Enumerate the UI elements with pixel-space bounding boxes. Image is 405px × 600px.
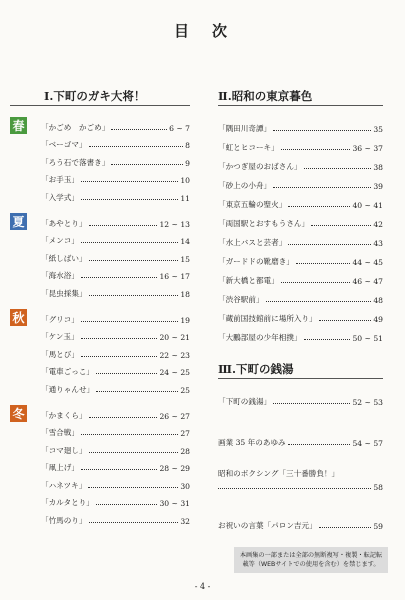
leader-dots [88,487,178,488]
leader-dots [273,403,350,404]
toc-entry[interactable] [218,248,383,267]
entry-page: 27 [180,429,190,439]
toc-entry[interactable] [218,324,383,343]
leader-dots [81,321,179,322]
toc-entry[interactable] [41,115,190,133]
toc-entry[interactable] [41,438,190,456]
season-group [10,211,190,299]
entry-title: 画業 35 年のあゆみ [218,438,286,447]
leader-dots [81,181,178,182]
leader-dots [81,356,158,357]
entry-title: 「砂上の小舟」 [218,181,272,190]
toc-entry[interactable] [41,473,190,491]
entry-title: 「あやとり」 [41,218,87,228]
season-group [10,307,190,395]
toc-entry[interactable] [41,246,190,264]
entry-title: 「メンコ」 [41,236,79,246]
entry-title: 「水上バスと芸者」 [218,238,287,247]
entry-page: 35 [373,125,383,134]
leader-dots [89,522,179,523]
entry-page: 58 [373,483,383,492]
leader-dots [89,417,158,418]
toc-entry[interactable] [218,134,383,153]
entry-list [41,115,190,203]
leader-dots [96,504,158,505]
leader-dots [96,373,157,374]
entry-page: 18 [180,289,190,299]
leader-dots [218,488,371,489]
entry-page: 59 [373,522,383,531]
toc-entry[interactable] [41,150,190,168]
entry-page: 16 ~ 17 [159,272,190,282]
leader-dots [89,225,158,226]
entry-page: 15 [180,254,190,264]
entry-page: 28 [180,446,190,456]
leader-dots [81,338,158,339]
entry-page: 49 [373,315,383,324]
toc-entry[interactable] [41,133,190,151]
entry-page: 39 [373,182,383,191]
entry-page: 24 ~ 25 [159,368,190,378]
season-group [10,115,190,203]
leader-dots [281,282,351,283]
entry-title: 「東京五輪の聖火」 [218,200,287,209]
entry-page: 42 [373,220,383,229]
entry-title: 「虹とヒコーキ」 [218,143,279,152]
entry-title: 「かつぎ屋のおばさん」 [218,162,302,171]
toc-entry[interactable] [41,360,190,378]
toc-entry[interactable] [41,211,190,229]
toc-entry[interactable] [41,185,190,203]
season-group [10,403,190,526]
entry-page: 46 ~ 47 [352,277,383,286]
leader-dots [81,434,178,435]
entry-title: 「馬とび」 [41,349,79,359]
toc-entry[interactable] [41,508,190,526]
leader-dots [89,295,179,296]
entry-list [218,115,383,343]
entry-title: 「ハネツキ」 [41,480,87,490]
entry-title: 「グリコ」 [41,314,79,324]
toc-entry[interactable] [41,307,190,325]
entry-page: 19 [180,315,190,325]
toc-entry[interactable] [41,491,190,509]
leader-dots [89,146,184,147]
entry-page: 50 ~ 51 [352,334,383,343]
entry-page: 32 [180,517,190,527]
entry-title: 「新大橋と都電」 [218,276,279,285]
entry-title: 「電車ごっこ」 [41,367,95,377]
misc-entries [218,429,383,573]
toc-entry[interactable] [218,512,383,531]
entry-page: 10 [180,176,190,186]
entry-page: 52 ~ 53 [352,398,383,407]
entry-page: 48 [373,296,383,305]
leader-dots [111,129,167,130]
section-heading: Ⅲ.下町の銭湯 [218,361,383,379]
entry-title: 「かごめ かごめ」 [41,122,110,132]
toc-entry[interactable] [41,456,190,474]
season-badge: 秋 [10,309,27,326]
entry-page: 28 ~ 29 [159,464,190,474]
leader-dots [311,225,371,226]
entry-title: 「大鵬部屋の少年相撲」 [218,333,302,342]
season-badge: 春 [10,117,27,134]
entry-title: 「ケン玉」 [41,332,79,342]
toc-entry[interactable] [218,191,383,210]
entry-title: 「コマ廻し」 [41,445,87,455]
toc-entry[interactable] [41,377,190,395]
entry-title: 「カルタとり」 [41,498,94,508]
leader-dots [288,206,350,207]
toc-entry[interactable] [218,286,383,305]
entry-title: 「昆虫採集」 [41,288,87,298]
entry-page: 36 ~ 37 [352,144,383,153]
entry-page: 30 ~ 31 [159,499,190,509]
entry-page: 30 [180,481,190,491]
toc-entry[interactable] [218,388,383,407]
entry-title: 「竹馬のり」 [41,516,87,526]
toc-entry[interactable] [218,429,383,448]
left-column [10,88,190,534]
leader-dots [288,244,371,245]
toc-entry[interactable] [218,172,383,191]
toc-entry[interactable] [41,325,190,343]
page-number: - 4 - [194,582,211,591]
leader-dots [304,168,372,169]
leader-dots [273,187,371,188]
entry-title: 「両国駅とおすもうさん」 [218,219,310,228]
entry-page: 22 ~ 23 [159,350,190,360]
leader-dots [319,320,372,321]
entry-list [218,388,383,407]
toc-entry[interactable] [218,468,383,492]
toc-entry[interactable] [218,153,383,172]
entry-page: 44 ~ 45 [352,258,383,267]
leader-dots [281,149,351,150]
entry-title: 昭和のボクシング「三十番勝負！」 [218,469,340,478]
entry-title: 「入学式」 [41,192,79,202]
entry-title: 「凧上げ」 [41,463,79,473]
entry-list [41,307,190,395]
entry-page: 20 ~ 21 [159,333,190,343]
entry-page: 6 ~ 7 [169,123,190,133]
toc-entry[interactable] [218,210,383,229]
season-badge: 冬 [10,405,27,422]
entry-title: 「雪合戦」 [41,428,79,438]
entry-page: 8 [185,141,190,151]
toc-entry[interactable] [218,267,383,286]
leader-dots [89,452,179,453]
leader-dots [288,444,351,445]
entry-title: 「お手玉」 [41,175,79,185]
toc-entry[interactable] [41,264,190,282]
leader-dots [304,339,351,340]
toc-entry[interactable] [218,229,383,248]
leader-dots [89,260,179,261]
entry-page: 40 ~ 41 [352,201,383,210]
toc-entry[interactable] [41,342,190,360]
page-title: 目 次 [173,22,231,40]
toc-entry[interactable] [41,421,190,439]
entry-title: 「海水浴」 [41,271,79,281]
entry-page: 9 [185,158,190,168]
leader-dots [81,277,158,278]
entry-page: 25 [180,385,190,395]
section-heading: Ⅰ.下町のガキ大将！ [10,88,190,106]
entry-page: 38 [373,163,383,172]
entry-page: 43 [373,239,383,248]
entry-title: 「ろう石で落書き」 [41,157,110,167]
entry-title: 「ガードドの靴磨き」 [218,257,294,266]
entry-page: 11 [180,193,190,203]
leader-dots [319,527,372,528]
entry-title: 「紙しばい」 [41,253,87,263]
toc-entry[interactable] [218,115,383,134]
entry-page: 14 [180,237,190,247]
entry-page: 54 ~ 57 [352,439,383,448]
entry-title: お祝いの言葉「パロン吉元」 [218,521,317,530]
leader-dots [96,391,178,392]
toc-entry[interactable] [41,168,190,186]
entry-title: 「下町の銭湯」 [218,397,272,406]
entry-list [41,403,190,526]
entry-list [41,211,190,299]
entry-title: 「かまくら」 [41,410,87,420]
right-column [218,88,383,573]
entry-title: 「ベーゴマ」 [41,140,87,150]
entry-title: 「渋谷駅前」 [218,295,264,304]
season-list [10,115,190,526]
copyright-notice: 本画集の一部または全部の無断複写・複製・転記転載等（WEBサイトでの使用を含む）を禁じます。 [234,547,388,573]
section-heading: Ⅱ.昭和の東京暮色 [218,88,383,106]
leader-dots [266,301,372,302]
toc-entry[interactable] [41,229,190,247]
leader-dots [81,199,178,200]
entry-title: 「通りゃんせ」 [41,384,95,394]
toc-entry[interactable] [218,305,383,324]
leader-dots [296,263,351,264]
entry-page: 12 ~ 13 [159,219,190,229]
entry-page-line [218,483,383,492]
toc-entry[interactable] [41,281,190,299]
season-badge: 夏 [10,213,27,230]
entry-title: 「蔵前国技館前に場所入り」 [218,314,317,323]
toc-entry[interactable] [41,403,190,421]
leader-dots [273,130,371,131]
leader-dots [111,164,183,165]
leader-dots [81,469,158,470]
leader-dots [81,242,178,243]
entry-title: 「隅田川奇譚」 [218,124,272,133]
entry-page: 26 ~ 27 [159,411,190,421]
